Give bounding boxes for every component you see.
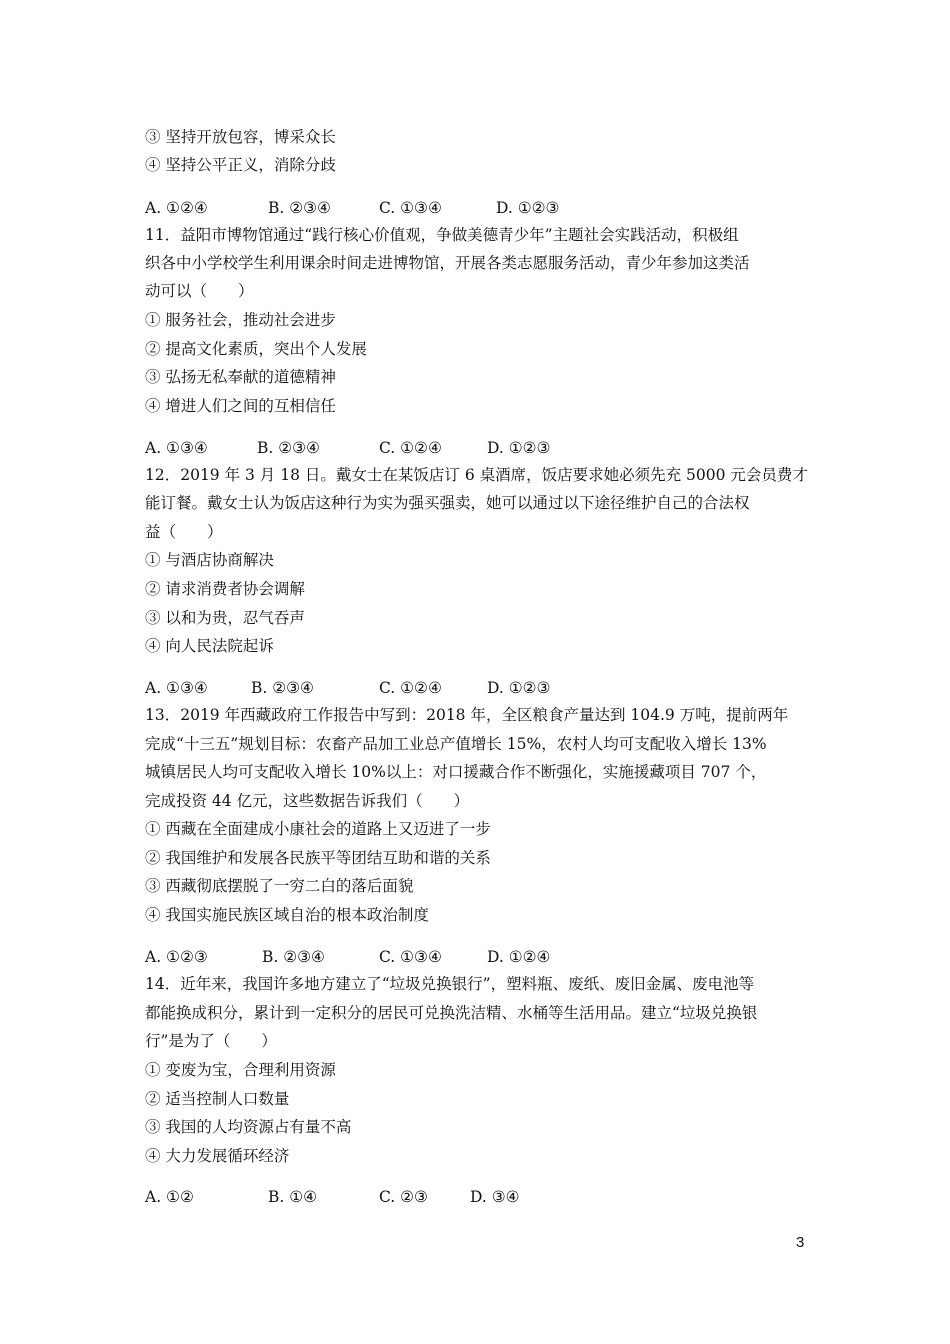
q12-item-3: ③ 以和为贵，忍气吞声: [145, 609, 305, 627]
q11-option-b: B. ②③④: [257, 439, 320, 457]
q13-item-4: ④ 我国实施民族区域自治的根本政治制度: [145, 906, 429, 924]
q11-item-3: ③ 弘扬无私奉献的道德精神: [145, 368, 336, 386]
q12-item-4: ④ 向人民法院起诉: [145, 637, 274, 655]
q14-option-c: C. ②③: [379, 1188, 428, 1206]
q14-item-1: ① 变废为宝，合理利用资源: [145, 1061, 336, 1079]
q10-option-b: B. ②③④: [268, 199, 331, 217]
q12-item-1: ① 与酒店协商解决: [145, 551, 274, 569]
q10-option-c: C. ①③④: [379, 199, 442, 217]
q13-item-2: ② 我国维护和发展各民族平等团结互助和谐的关系: [145, 849, 491, 867]
q11-item-1: ① 服务社会，推动社会进步: [145, 311, 336, 329]
q11-item-2: ② 提高文化素质，突出个人发展: [145, 340, 367, 358]
q13-option-c: C. ①③④: [379, 948, 442, 966]
q11-stem-line-1: 11．益阳市博物馆通过“践行核心价值观，争做美德青少年”主题社会实践活动，积极组: [145, 226, 739, 244]
q14-option-b: B. ①④: [268, 1188, 318, 1206]
q12-stem-line-2: 能订餐。戴女士认为饭店这种行为实为强买强卖，她可以通过以下途径维护自己的合法权: [145, 494, 750, 512]
q12-option-a: A. ①③④: [145, 679, 208, 697]
q10-item-4: ④ 坚持公平正义，消除分歧: [145, 156, 336, 174]
q13-stem-line-2: 完成“十三五”规划目标：农畜产品加工业总产值增长 15%，农村人均可支配收入增长 13%: [145, 735, 767, 753]
q12-option-c: C. ①②④: [379, 679, 442, 697]
q14-stem-line-2: 都能换成积分，累计到一定积分的居民可兑换洗洁精、水桶等生活用品。建立“垃圾兑换银: [145, 1004, 758, 1022]
q11-stem-line-3: 动可以（ ）: [145, 282, 254, 300]
q14-option-d: D. ③④: [470, 1188, 520, 1206]
q10-option-a: A. ①②④: [145, 199, 208, 217]
q13-item-1: ① 西藏在全面建成小康社会的道路上又迈进了一步: [145, 820, 491, 838]
q11-stem-line-2: 织各中小学校学生利用课余时间走进博物馆，开展各类志愿服务活动，青少年参加这类活: [145, 254, 750, 272]
q14-stem-line-1: 14．近年来，我国许多地方建立了“垃圾兑换银行”，塑料瓶、废纸、废旧金属、废电池等: [145, 975, 755, 993]
q13-item-3: ③ 西藏彻底摆脱了一穷二白的落后面貌: [145, 877, 414, 895]
q11-item-4: ④ 增进人们之间的互相信任: [145, 397, 336, 415]
page-number: 3: [796, 1234, 805, 1251]
q12-option-b: B. ②③④: [251, 679, 314, 697]
q13-option-d: D. ①②④: [487, 948, 551, 966]
q13-option-a: A. ①②③: [145, 948, 208, 966]
q14-item-3: ③ 我国的人均资源占有量不高: [145, 1118, 352, 1136]
q11-option-c: C. ①②④: [379, 439, 442, 457]
q11-option-d: D. ①②③: [487, 439, 551, 457]
q12-stem-line-3: 益（ ）: [145, 523, 223, 541]
q13-option-b: B. ②③④: [262, 948, 325, 966]
q11-option-a: A. ①③④: [145, 439, 208, 457]
q14-option-a: A. ①②: [145, 1188, 194, 1206]
q13-stem-line-1: 13．2019 年西藏政府工作报告中写到：2018 年，全区粮食产量达到 104.9 万吨，提前两年: [145, 706, 789, 724]
q14-item-4: ④ 大力发展循环经济: [145, 1147, 290, 1165]
q14-item-2: ② 适当控制人口数量: [145, 1090, 290, 1108]
q13-stem-line-3: 城镇居民人均可支配收入增长 10%以上：对口援藏合作不断强化，实施援藏项目 707 个，: [145, 763, 767, 781]
q12-stem-line-1: 12．2019 年 3 月 18 日。戴女士在某饭店订 6 桌酒席，饭店要求她必须先充 5000 元会员费才: [145, 466, 808, 484]
q12-option-d: D. ①②③: [487, 679, 551, 697]
q12-item-2: ② 请求消费者协会调解: [145, 580, 305, 598]
q10-item-3: ③ 坚持开放包容，博采众长: [145, 128, 336, 146]
q10-option-d: D. ①②③: [496, 199, 560, 217]
q14-stem-line-3: 行”是为了（ ）: [145, 1032, 277, 1050]
q13-stem-line-4: 完成投资 44 亿元，这些数据告诉我们（ ）: [145, 792, 470, 810]
